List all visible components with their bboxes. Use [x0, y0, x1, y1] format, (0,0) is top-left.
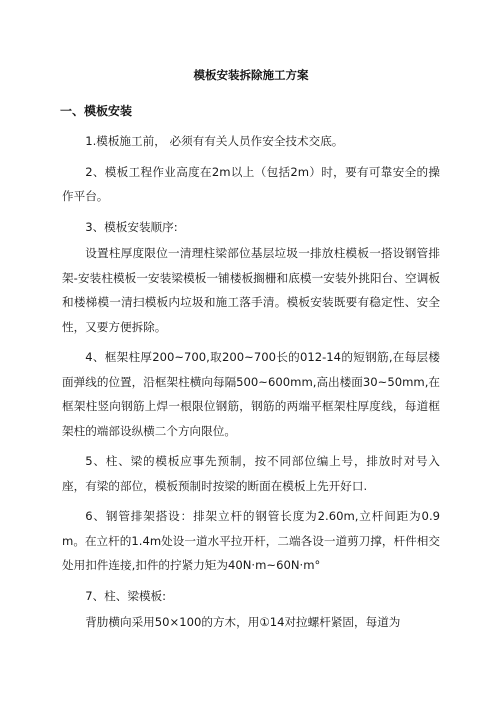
- paragraph-8: 7、柱、梁模板:: [85, 588, 167, 603]
- paragraph-9: 背肋横向采用50×100的方木，用①14对拉螺杆紧固，每道为: [85, 615, 401, 629]
- section-heading-formwork-installation: 一、模板安装: [60, 104, 133, 118]
- paragraph-5: 4、框架柱厚200~700,取200~700长的012-14的短钢筋,在每层楼面弹线的位置，沿框架柱横向每隔500~600mm,高出楼面30~50mm,在框架柱竖向钢筋上焊一根限位钢筋，钢筋的两端平框架柱厚度线，每道框架柱的端部设纵横二个方向限位。: [62, 350, 440, 438]
- paragraph-7: 6、钢管排架搭设：排架立杆的钢管长度为2.60m,立杆间距为0.9m。在立杆的1.4m处设一道水平拉开杆，二端各设一道剪刀撑，杆件相交处用扣件连接,扣件的拧紧力矩为40N·m~60N·m°: [62, 509, 440, 572]
- paragraph-4: 设置柱厚度限位一清理柱梁部位基层垃圾一排放柱模板一搭设钢管排架-安装柱模板一安装梁模板一铺楼板搁栅和底模一安装外挑阳台、空调板和楼梯模一清扫模板内垃圾和施工落手清。模板安装既要有稳定性、安全性，又要方便拆除。: [62, 246, 440, 334]
- paragraph-1: 1.模板施工前， 必须有有关人员作安全技术交底。: [85, 134, 344, 148]
- document-title: 模板安装拆除施工方案: [193, 68, 309, 82]
- paragraph-6: 5、柱、梁的模板应事先预制，按不同部位编上号，排放时对号入座，有梁的部位，模板预制时按梁的断面在模板上先开好口.: [62, 454, 440, 493]
- paragraph-2: 2、模板工程作业高度在2m以上（包括2m）时，要有可靠安全的操作平台。: [62, 164, 440, 203]
- paragraph-3: 3、模板安装顺序:: [85, 219, 178, 234]
